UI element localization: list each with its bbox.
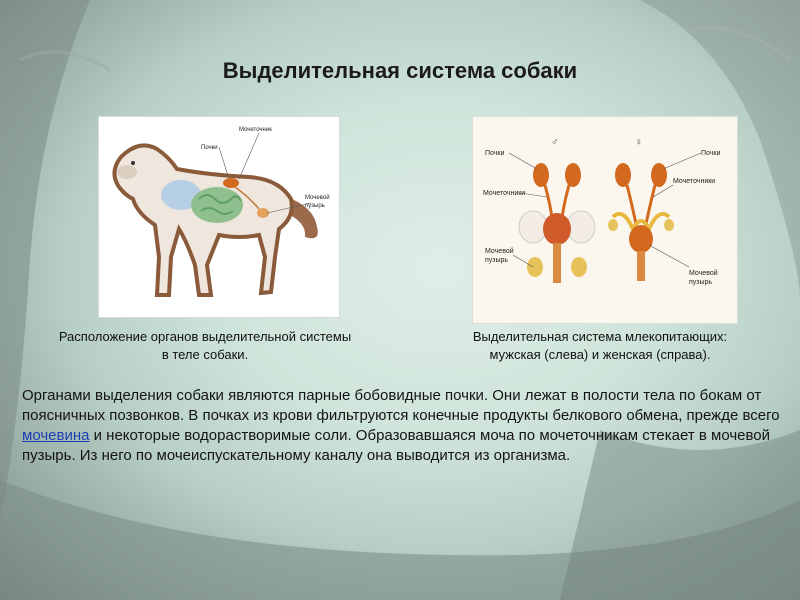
right-figure-caption [430, 328, 770, 364]
male-symbol: ♂ [551, 137, 559, 148]
label-ureters-female: Мочеточники [673, 178, 716, 185]
male-system [519, 137, 595, 283]
slide-title: Выделительная система собаки [222, 58, 578, 83]
female-symbol: ♀ [635, 137, 643, 148]
female-system [608, 137, 674, 281]
dog-illustration [99, 117, 339, 317]
right-caption-line2: мужская (слева) и женская (справа). [489, 347, 711, 362]
label-bladder-male-2: пузырь [485, 257, 509, 264]
label-bladder-female-1: Мочевой [689, 270, 718, 277]
left-caption-line2: в теле собаки. [161, 347, 249, 362]
mammal-urinary-figure [472, 116, 738, 324]
label-kidneys-female: Почки [701, 150, 721, 157]
body-paragraph [22, 386, 782, 466]
label-ureter: Мочеточник [239, 127, 272, 133]
label-bladder-male-1: Мочевой [485, 248, 514, 255]
left-figure-caption [10, 328, 400, 364]
right-caption-line1: Выделительная система млекопитающих: [472, 329, 728, 344]
paragraph-text-end: и некоторые водорастворимые соли. Образовавшаяся моча по мочеточникам стекает в мочевой пузырь. Из него по мочеиспускательному каналу она выводится из организма. [22, 427, 771, 464]
label-bladder-female-2: пузырь [689, 279, 713, 286]
label-bladder-1: Мочевой [305, 195, 330, 201]
dog-anatomy-figure [98, 116, 340, 318]
paragraph-text-start: Органами выделения собаки являются парные бобовидные почки. Они лежат в полости тела по бокам от поясничных позвонков. В почках из крови фильтруются конечные продукты белкового обмена, прежде всего [22, 387, 780, 424]
left-caption-line1: Расположение органов выделительной системы [58, 329, 352, 344]
urea-link[interactable]: мочевина [22, 427, 90, 444]
label-kidneys: Почки [201, 145, 218, 151]
urinary-system-illustration [473, 117, 737, 323]
label-kidneys-male: Почки [485, 150, 505, 157]
label-bladder-2: пузырь [305, 203, 325, 209]
label-ureters-male: Мочеточники [483, 190, 526, 197]
